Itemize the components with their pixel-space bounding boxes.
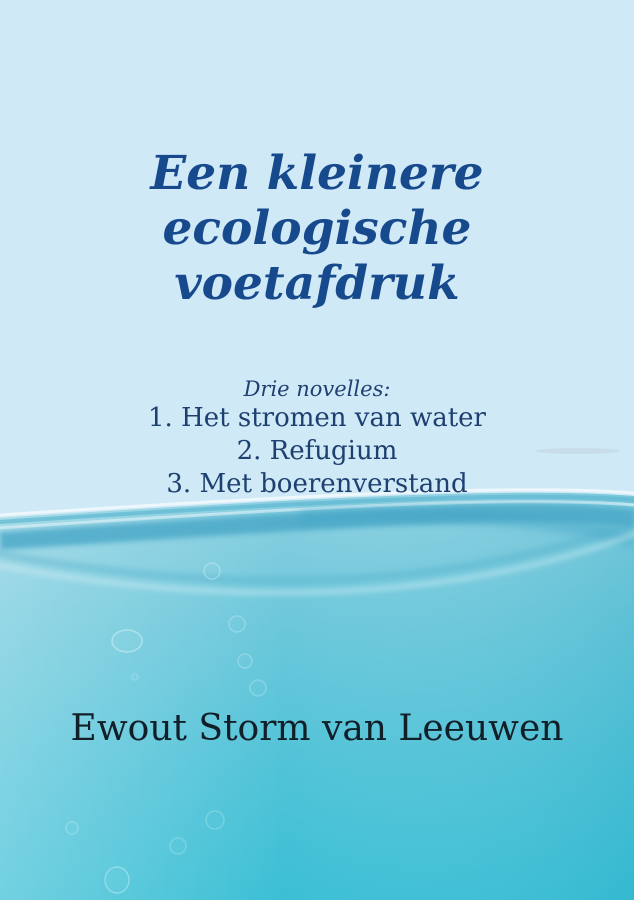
novella-item-2: 2. Refugium — [236, 436, 398, 466]
novella-item-3: 3. Met boerenverstand — [166, 469, 468, 499]
subtitle: Drie novelles: — [243, 377, 391, 401]
title-line-1: Een kleinere — [150, 146, 484, 201]
novella-list — [0, 402, 634, 501]
author-name: Ewout Storm van Leeuwen — [70, 708, 564, 749]
novella-item-1: 1. Het stromen van water — [148, 403, 486, 433]
title-line-2: ecologische — [162, 201, 472, 256]
title-line-3: voetafdruk — [174, 256, 460, 311]
book-title — [0, 146, 634, 311]
